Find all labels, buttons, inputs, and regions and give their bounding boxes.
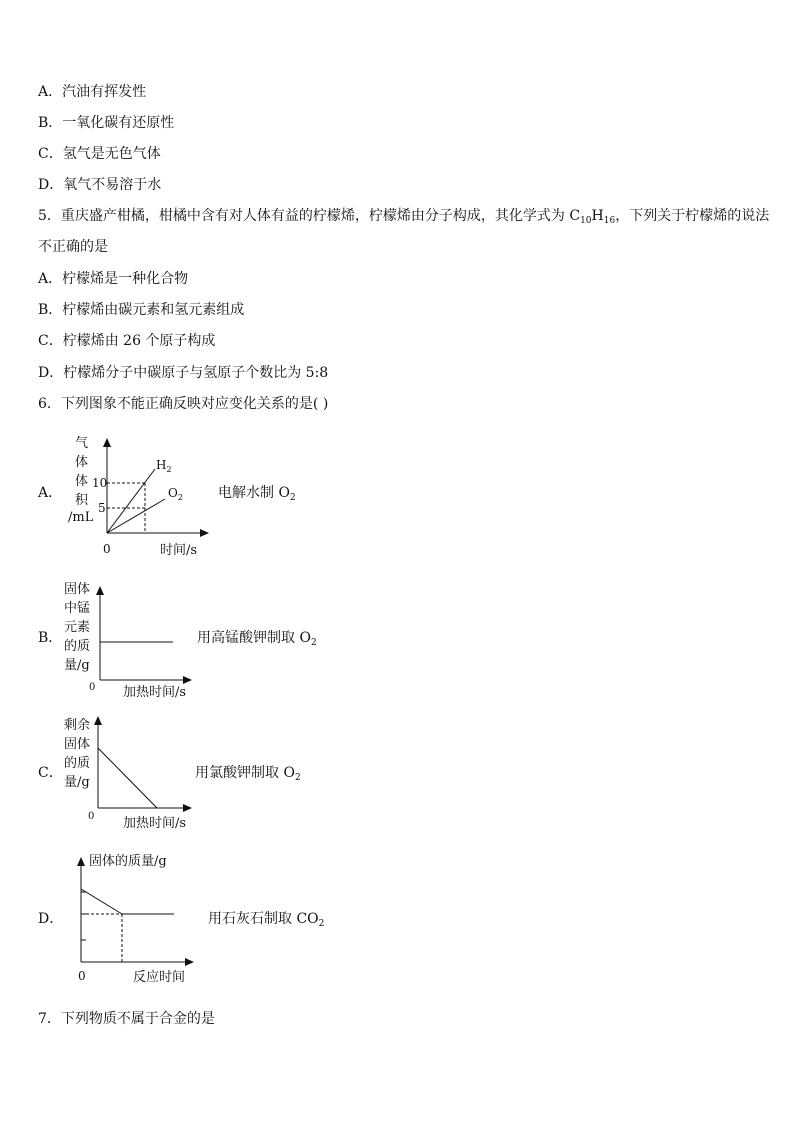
graph-a-ylabel-1: 气 — [75, 436, 89, 451]
q5-option-c: C．柠檬烯由 26 个原子构成 — [38, 333, 216, 349]
q4-option-b: B．一氧化碳有还原性 — [38, 115, 175, 131]
graph-a-ylabel-2: 体 — [75, 455, 89, 470]
q6-option-b-label: B． — [38, 630, 63, 646]
q6-graph-a-caption: 电解水制 $O_2$ — [218, 485, 296, 503]
graph-a-tick-10: 10 — [92, 476, 108, 490]
q4-option-c: C．氢气是无色气体 — [38, 146, 161, 162]
q6-option-c-label: C． — [38, 765, 63, 781]
graph-a-xlabel: 时间/s — [160, 543, 198, 558]
graph-a-origin: 0 — [103, 542, 111, 556]
graph-a-ylabel-4: 积 — [75, 493, 89, 508]
q6-stem: 6．下列图象不能正确反映对应变化关系的是( ) — [38, 396, 329, 412]
graph-d-origin: 0 — [78, 969, 86, 983]
graph-c-ylabel-2: 固体 — [64, 737, 91, 752]
graph-c-ylabel-1: 剩余 — [64, 718, 91, 733]
graph-d-decline-line — [81, 889, 122, 914]
graph-a-ylabel-unit: /mL — [68, 510, 94, 525]
graph-b-ylabel-2: 中锰 — [64, 601, 91, 616]
graph-b-origin: 0 — [89, 682, 96, 693]
graph-c-ylabel-4: 量/g — [64, 775, 90, 790]
graph-d-y-arrow — [77, 857, 85, 866]
q6-graph-b-caption: 用高锰酸钾制取 $O_2$ — [197, 630, 317, 648]
q6-option-a-label: A． — [38, 485, 63, 501]
graph-c-xlabel: 加热时间/s — [123, 816, 187, 831]
q6-graph-d-caption: 用石灰石制取 $CO_2$ — [208, 911, 325, 929]
graph-a-ylabel-3: 体 — [75, 474, 89, 489]
graph-d-x-arrow — [185, 958, 194, 966]
q5-stem-part2: ，下列关于柠檬烯的说法 — [615, 208, 770, 224]
q4-option-a: A．汽油有挥发性 — [38, 84, 147, 100]
graph-c-ylabel-3: 的质 — [64, 756, 91, 771]
q5-option-a: A．柠檬烯是一种化合物 — [38, 271, 189, 287]
graph-b-xlabel: 加热时间/s — [123, 685, 187, 700]
q4-option-d: D．氧气不易溶于水 — [38, 177, 162, 193]
q7-stem: 7．下列物质不属于合金的是 — [38, 1011, 215, 1027]
graph-b-ylabel-3: 元素 — [64, 620, 91, 635]
q5-stem-line2: 不正确的是 — [38, 239, 108, 255]
graph-a-tick-5: 5 — [98, 501, 106, 515]
q5-formula-sub1: 10 — [580, 216, 592, 226]
q6-graph-c-caption: 用氯酸钾制取 $O_2$ — [195, 765, 301, 783]
graph-a-h2-label: $H_2$ — [156, 458, 172, 474]
graph-d-xlabel: 反应时间 — [133, 970, 186, 985]
graph-c-origin: 0 — [88, 811, 95, 822]
q5-option-d: D．柠檬烯分子中碳原子与氢原子个数比为 5:8 — [38, 365, 329, 381]
q5-stem-part1: 5．重庆盛产柑橘，柑橘中含有对人体有益的柠檬烯，柠檬烯由分子构成，其化学式为 C — [38, 208, 581, 224]
graph-a-o2-label: $O_2$ — [168, 486, 183, 502]
q5-formula-sub2: 16 — [603, 216, 616, 226]
graph-b-ylabel-4: 的质 — [64, 639, 91, 654]
q6-option-d-label: D． — [38, 911, 64, 927]
q5-option-b: B．柠檬烯由碳元素和氢元素组成 — [38, 302, 245, 318]
graph-d-ylabel: 固体的质量/g — [89, 854, 167, 869]
q5-formula-mid: H — [591, 208, 604, 224]
graph-b-ylabel-1: 固体 — [64, 582, 91, 597]
graph-b-ylabel-5: 量/g — [64, 658, 90, 673]
